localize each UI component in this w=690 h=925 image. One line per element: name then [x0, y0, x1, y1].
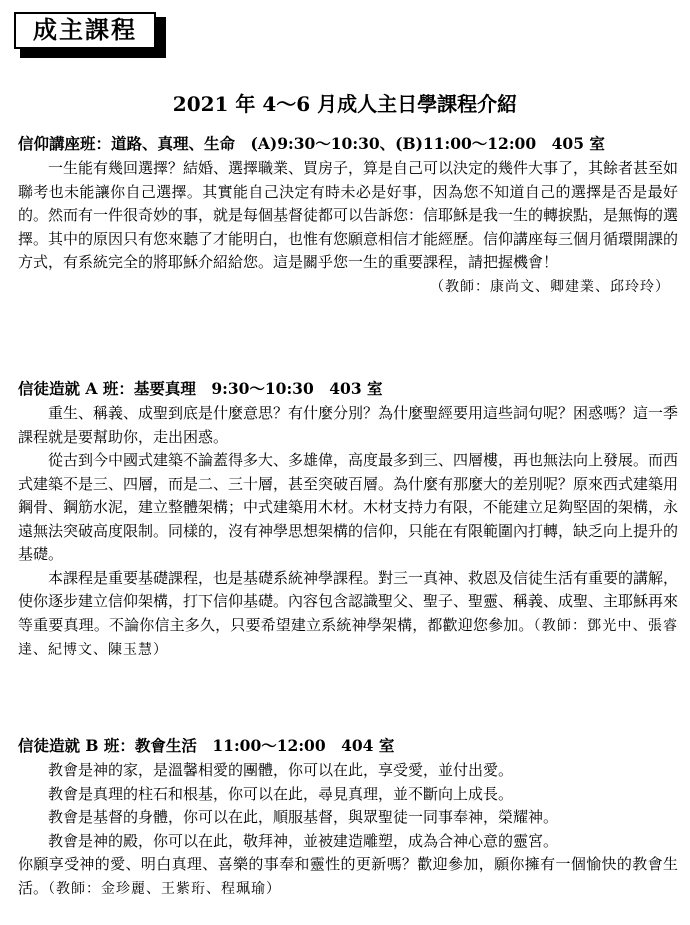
section-paragraph [18, 567, 678, 663]
section-heading: 信徒造就 A 班：基要真理 9:30～10:30 403 室 [18, 379, 383, 398]
section-heading: 信仰講座班：道路、真理、生命 (A)9:30～10:30、(B)11:00～12:00 405 室 [18, 134, 605, 153]
statement-line: 教會是基督的身體，你可以在此，順服基督，與眾聖徒一同事奉神，榮耀神。 [48, 808, 559, 826]
teacher-list: （教師：鄧光中、張睿達、紀博文、陳玉慧） [18, 617, 678, 658]
section-discipleship-a [18, 378, 678, 663]
paragraph-text: 你願享受神的愛、明白真理、喜樂的事奉和靈性的更新嗎？歡迎參加，願你擁有一個愉快的教會生活。 [18, 855, 678, 897]
teacher-list: （教師：金珍麗、王紫珩、程珮瑜） [48, 880, 282, 897]
statement-line: 教會是神的殿，你可以在此，敬拜神，並被建造雕塑，成為合神心意的靈宮。 [48, 831, 559, 850]
closing-paragraph [18, 853, 678, 901]
section-discipleship-b [18, 735, 678, 901]
statement-line: 教會是神的家，是溫馨相愛的團體，你可以在此，享受愛，並付出愛。 [48, 761, 514, 779]
section-paragraph: 從古到今中國式建築不論蓋得多大、多雄偉，高度最多到三、四層樓，再也無法向上發展。而西式建築不是三、四層，而是二、三十層，甚至突破百層。為什麼有那麼大的差別呢？原來西式建築用鋼骨、鋼筋水泥，建立整體架構；中式建築用木材。木材支持力有限，不能建立足夠堅固的架構，永遠無法突破高度限制。同樣的，沒有神學思想架構的信仰，只能在有限範圍內打轉，缺乏向上提升的基礎。 [18, 451, 679, 563]
paragraph-text: 本課程是重要基礎課程，也是基礎系統神學課程。對三一真神、救恩及信徒生活有重要的講解，使你逐步建立信仰架構，打下信仰基礎。內容包含認識聖父、聖子、聖靈、稱義、成聖、主耶穌再來等重要真理。不論你信主多久，只要希望建立系統神學架構，都歡迎您參加。 [18, 568, 679, 634]
section-heading: 信徒造就 B 班：教會生活 11:00～12:00 404 室 [18, 736, 395, 755]
section-paragraph: 重生、稱義、成聖到底是什麼意思？有什麼分別？為什麼聖經要用這些詞句呢？困惑嗎？這一季課程就是要幫助你，走出困惑。 [18, 404, 679, 446]
section-paragraph: 一生能有幾回選擇？結婚、選擇職業、買房子，算是自己可以決定的幾件大事了，其餘者甚至如聯考也未能讓你自己選擇。其實能自己決定有時未必是好事，因為您不知道自己的選擇是否是最好的。然而有一件很奇妙的事，就是每個基督徒都可以告訴您：信耶穌是我一生的轉捩點，是無悔的選擇。其中的原因只有您來聽了才能明白，也惟有您願意相信才能經歷。信仰講座每三個月循環開課的方式，有系統完全的將耶穌介紹給您。這是關乎您一生的重要課程，請把握機會！ [18, 159, 679, 271]
badge-label: 成主課程 [14, 12, 156, 49]
teacher-list: （教師：康尚文、卿建業、邱玲玲） [430, 278, 670, 295]
page-title: 2021 年 4～6 月成人主日學課程介紹 [172, 92, 518, 116]
section-faith-lecture [18, 133, 678, 299]
statement-line: 教會是真理的柱石和根基，你可以在此，尋見真理，並不斷向上成長。 [48, 784, 514, 803]
category-badge [14, 12, 166, 58]
